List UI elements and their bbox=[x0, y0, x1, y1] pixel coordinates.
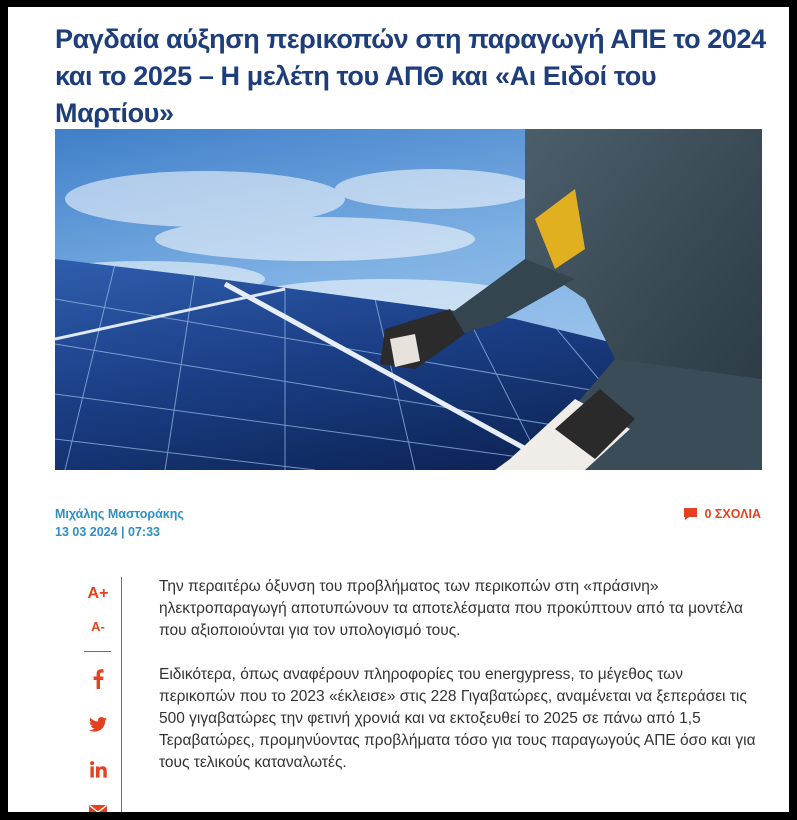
hero-image bbox=[55, 129, 762, 470]
solar-technician-photo bbox=[55, 129, 762, 470]
comment-icon bbox=[683, 507, 698, 521]
article-page bbox=[8, 7, 789, 812]
font-decrease-button[interactable]: A- bbox=[91, 619, 105, 634]
article-paragraph-2: Ειδικότερα, όπως αναφέρουν πληροφορίες του energypress, το μέγεθος των περικοπών που το 2023 «έκλεισε» στις 228 Γιγαβατώρες, αναμένεται να ξεπεράσει τις 500 γιγαβατώρες την φετινή χρονιά και να εκτοξευθεί το 2025 σε πάνω από 1,5 Τεραβατώρες, προμηνύοντας προβλήματα τόσο για τους παραγωγούς ΑΠΕ όσο και για τους τελικούς καταναλωτές. bbox=[159, 666, 756, 771]
article-author[interactable]: Μιχάλης Μαστοράκης bbox=[55, 507, 184, 521]
facebook-icon bbox=[92, 669, 104, 689]
article-body bbox=[159, 576, 761, 796]
share-toolbar bbox=[84, 577, 122, 812]
email-icon bbox=[89, 805, 107, 812]
font-increase-button[interactable]: A+ bbox=[87, 585, 109, 602]
comments-link[interactable] bbox=[683, 507, 762, 521]
article-date: 13 03 2024 | 07:33 bbox=[55, 525, 160, 539]
email-share-button[interactable] bbox=[84, 805, 112, 812]
linkedin-share-button[interactable] bbox=[84, 761, 112, 783]
share-divider bbox=[84, 651, 111, 652]
twitter-share-button[interactable] bbox=[84, 717, 112, 737]
twitter-icon bbox=[89, 717, 107, 732]
article-title: Ραγδαία αύξηση περικοπών στη παραγωγή ΑΠΕ το 2024 και το 2025 – Η μελέτη του ΑΠΘ και «Αι Ειδοί του Μαρτίου» bbox=[55, 24, 766, 128]
facebook-share-button[interactable] bbox=[84, 669, 112, 694]
article-paragraph-1: Την περαιτέρω όξυνση του προβλήματος των περικοπών στη «πράσινη» ηλεκτροπαραγωγή αποτυπώνουν τα αποτελέσματα που προκύπτουν από τα μοντέλα που αξιοποιούνται για τον υπολογισμό τους. bbox=[159, 578, 743, 639]
linkedin-icon bbox=[90, 761, 107, 778]
comments-count-label: 0 ΣΧΟΛΙΑ bbox=[704, 507, 761, 521]
